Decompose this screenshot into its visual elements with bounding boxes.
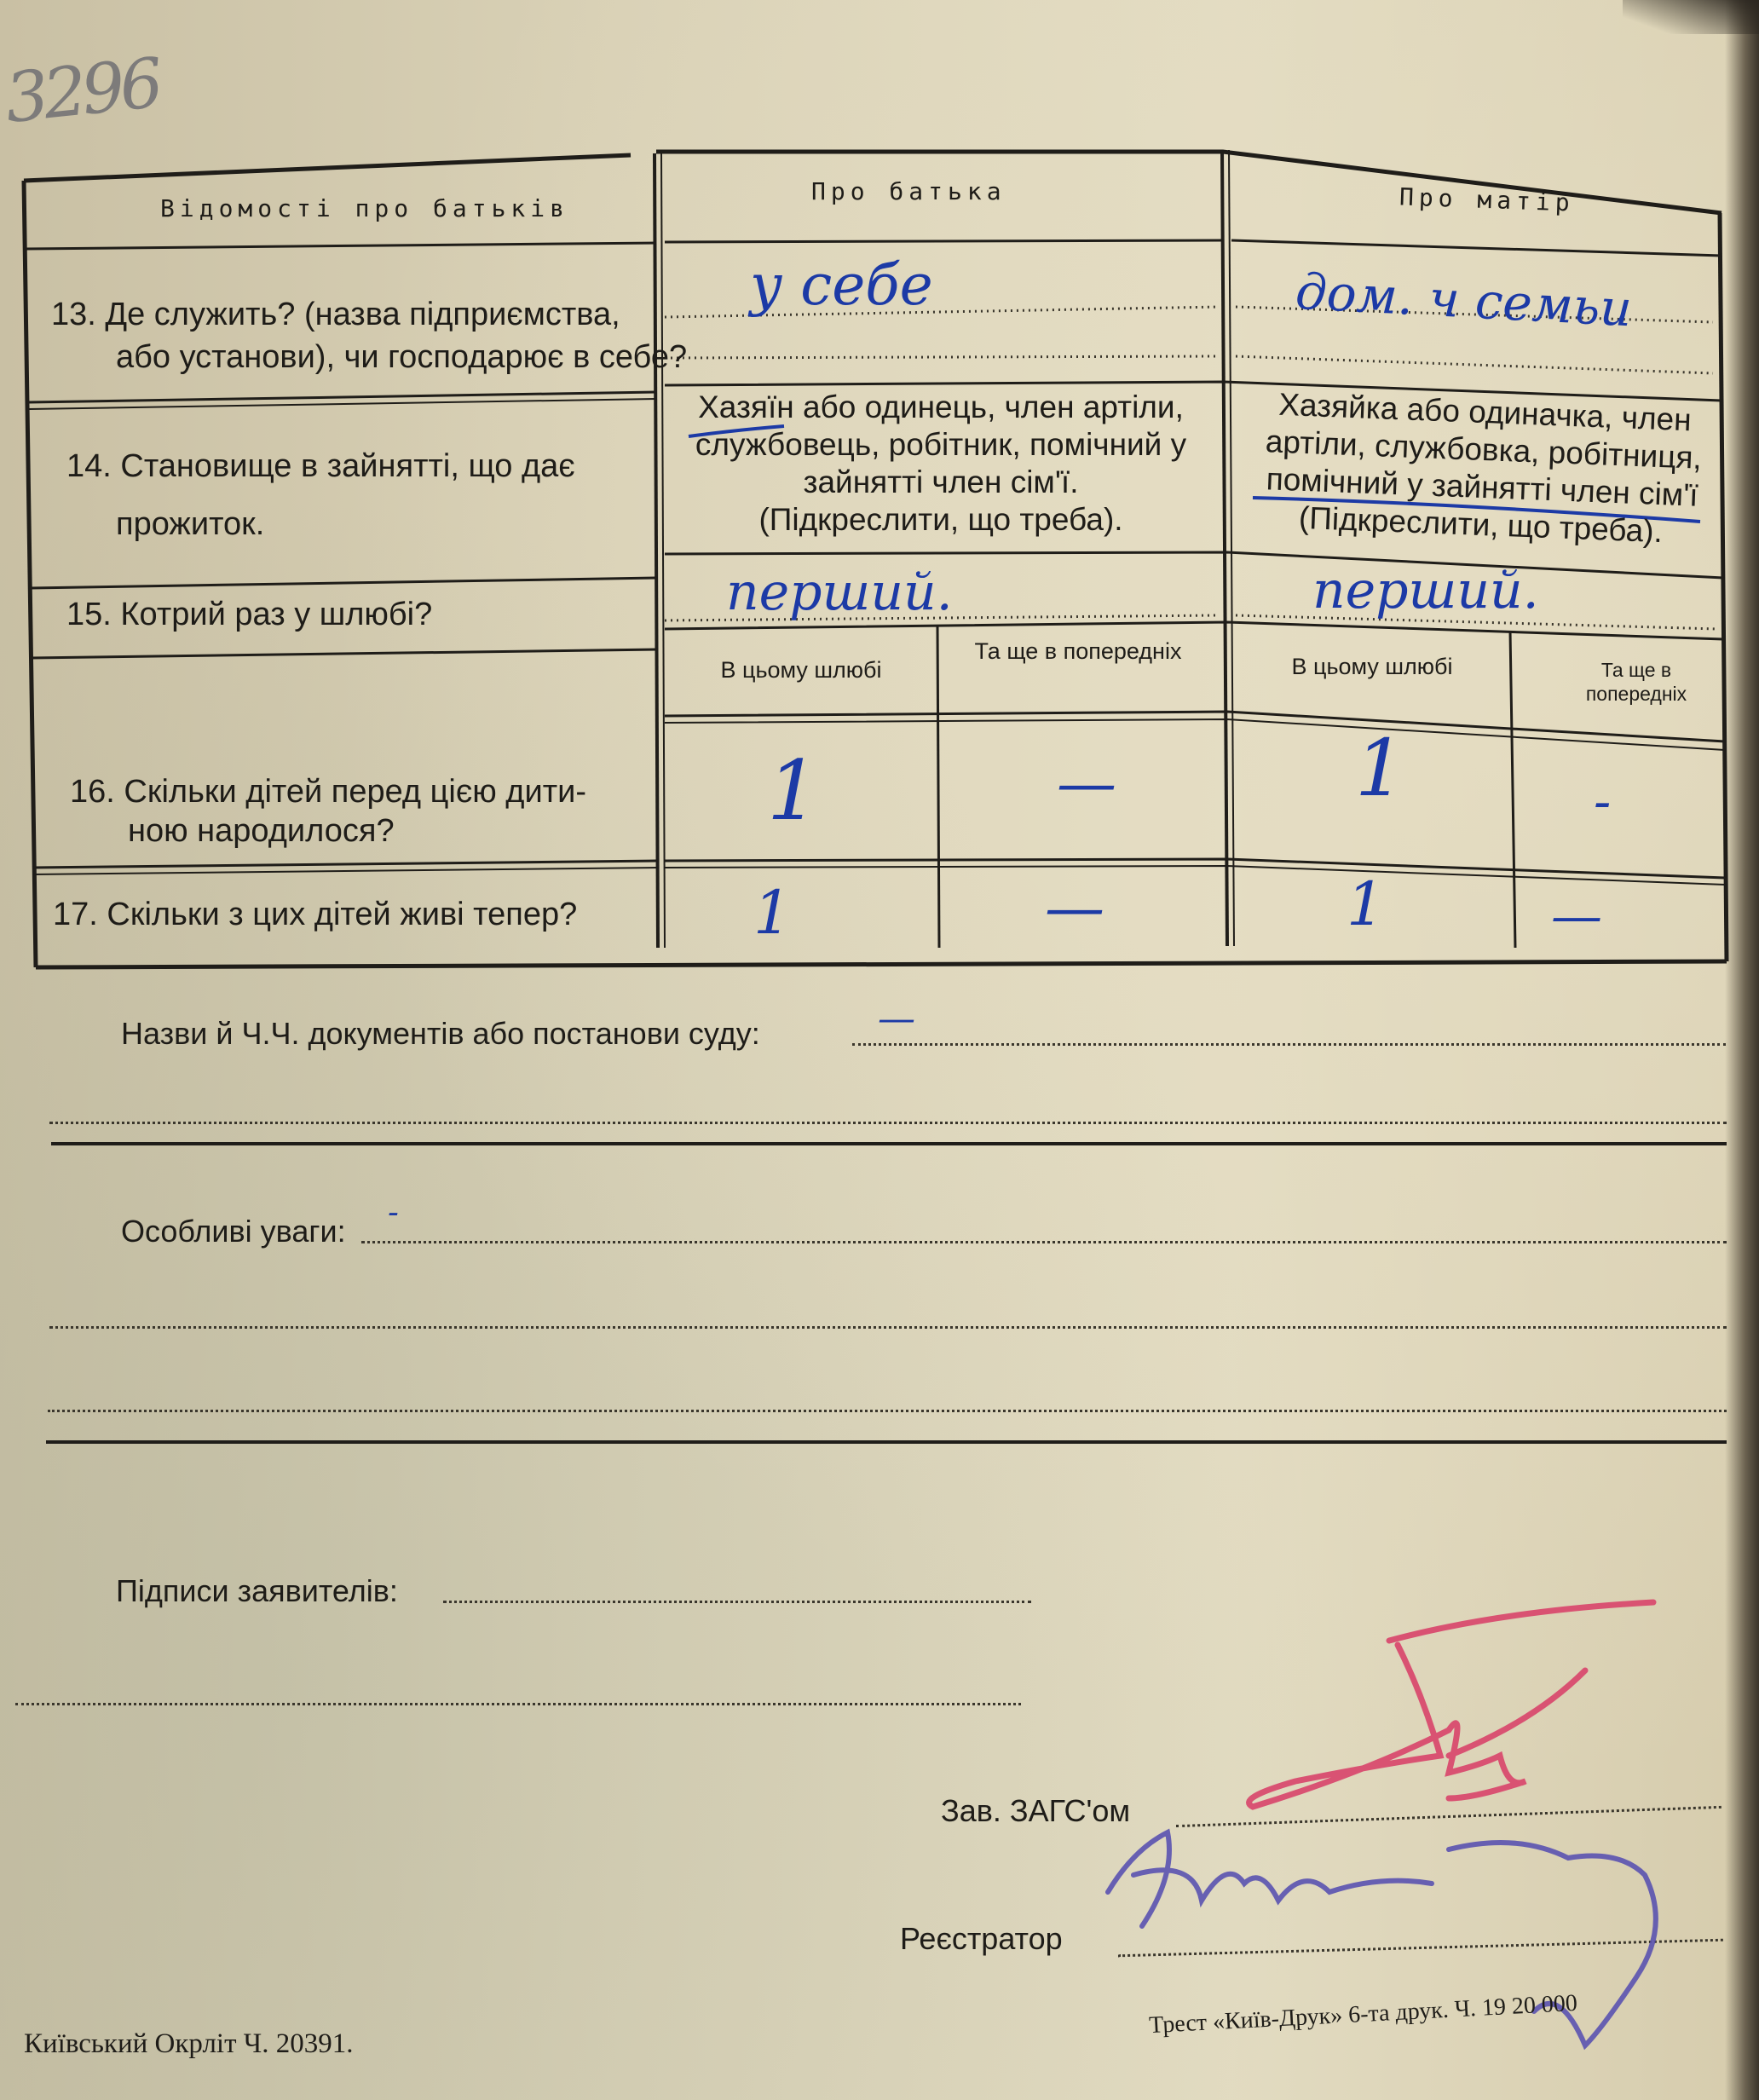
q15-mother-answer: перший. [1312,561,1539,620]
column-header-father: Про батька [811,177,1006,205]
registrar-label: Реєстратор [900,1921,1063,1956]
q13-label-line2: або установи), чи господарює в себе? [116,339,688,375]
q13-mother-answer: дом. ч семьи [1294,262,1634,338]
q14-mother-options-text: Хазяйка або одиначка, член артіли, службовка, робітниця, помічний у зайнятті член сім'ї [1265,386,1703,513]
q15-label: 15. Котрий раз у шлюбі? [66,597,433,632]
documents-value: — [878,997,915,1041]
q17-mother-this: 1 [1347,869,1385,939]
column-header-info: Відомості про батьків [160,194,570,222]
q17-label: 17. Скільки з цих дітей живі тепер? [53,897,578,932]
subheader-father-this-marriage: В цьому шлюбі [720,657,882,683]
signatures-label: Підписи заявителів: [116,1573,398,1608]
subheader-mother-previous: Та ще в попередніх [1585,659,1687,705]
q14-label-line2: прожиток. [116,506,265,542]
subheader-father-previous: Та ще в попередніх [974,638,1182,664]
q16-mother-previous: - [1594,772,1612,832]
q17-father-previous: — [1045,873,1104,943]
q14-father-note: (Підкреслити, що треба). [758,502,1123,537]
documents-label: Назви й Ч.Ч. документів або постанови суду: [121,1016,760,1051]
footer-right-print-info: Трест «Київ-Друк» 6-та друк. Ч. 19 20 000 [1148,1989,1578,2039]
q17-mother-previous: — [1551,886,1602,946]
column-header-mother: Про матір [1399,182,1576,217]
q17-father-this: 1 [753,878,792,948]
q16-father-this: 1 [767,743,820,839]
notes-label: Особливі уваги: [121,1214,346,1249]
q13-label-line1: 13. Де служить? (назва підприємства, [51,297,620,332]
q16-mother-this: 1 [1355,723,1405,814]
head-signature-red [1249,1602,1653,1807]
subheader-mother-this-marriage: В цьому шлюбі [1291,654,1453,679]
q15-father-answer: перший. [726,562,953,622]
q13-father-answer: у себе [750,252,933,318]
notes-value: - [388,1193,399,1231]
footer-left-print-info: Київський Окрліт Ч. 20391. [24,2028,354,2059]
q16-father-previous: — [1057,748,1116,818]
q14-father-options-text: Хазяїн або одинець, член артіли, службовець, робітник, помічний у зайнятті член сім'ї. [695,389,1187,499]
q14-mother-note: (Підкреслити, що треба). [1298,499,1664,550]
q16-label-line1: 16. Скільки дітей перед цією дити- [70,774,586,810]
q14-label-line1: 14. Становище в зайнятті, що дає [66,448,575,484]
archive-number: 3296 [1,43,162,139]
q16-label-line2: ною народилося? [128,813,395,849]
head-of-registry-label: Зав. ЗАГС'ом [941,1793,1131,1828]
